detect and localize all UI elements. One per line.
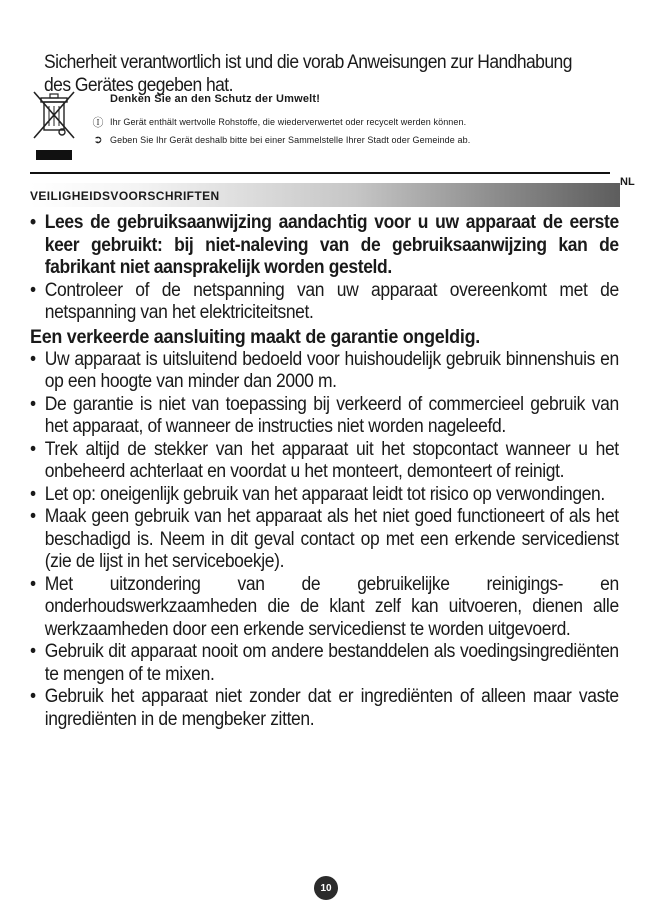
bullet: • <box>30 393 36 415</box>
bullet: • <box>30 438 36 460</box>
safety-instructions <box>30 212 619 731</box>
bullet: • <box>30 573 36 595</box>
list-item-text: Gebruik dit apparaat nooit om andere bestanddelen als voedingsingrediënten te mengen of te mixen. <box>44 641 619 685</box>
list-item-text: Trek altijd de stekker van het apparaat uit het stopcontact wanneer u het onbeheerd achterlaat en voordat u het monteert, demonteert of reinigt. <box>44 438 619 482</box>
list-item <box>30 439 619 484</box>
environment-line-2-text: Geben Sie Ihr Gerät deshalb bitte bei einer Sammelstelle Ihrer Stadt oder Gemeinde ab. <box>110 134 471 145</box>
list-item-text: De garantie is niet van toepassing bij verkeerd of commercieel gebruik van het apparaat, of wanneer de instructies niet worden nageleefd. <box>44 393 619 437</box>
environment-line-1 <box>92 114 466 130</box>
divider <box>30 172 610 174</box>
list-item-text: Uw apparaat is uitsluitend bedoeld voor huishoudelijk gebruik binnenshuis en op een hoogte van minder dan 2000 m. <box>44 348 619 392</box>
environment-title: Denken Sie an den Schutz der Umwelt! <box>110 93 321 105</box>
warranty-warning: Een verkeerde aansluiting maakt de garantie ongeldig. <box>30 325 480 348</box>
page-number: 10 <box>314 876 338 900</box>
list-item <box>30 506 619 574</box>
list-item-text: Let op: oneigenlijk gebruik van het apparaat leidt tot risico op verwondingen. <box>44 483 605 505</box>
list-item <box>30 484 619 507</box>
list-item <box>30 686 619 731</box>
list-item <box>30 280 619 325</box>
intro-text: Sicherheit verantwortlich ist und die vorab Anweisungen zur Handhabung des Gerätes gegeben hat. <box>44 52 572 96</box>
environment-line-1-text: Ihr Gerät enthält wertvolle Rohstoffe, die wiederverwertet oder recycelt werden können. <box>110 117 467 127</box>
bullet: • <box>30 506 36 527</box>
list-item-text: Met uitzondering van de gebruikelijke reinigings- en onderhoudswerkzaamheden die de klant zelf kan uitvoeren, dienen alle werkzaamheden door een erkende servicedienst te worden uitgevoerd. <box>44 573 619 640</box>
crossed-out-wheelie-bin-icon <box>30 88 78 162</box>
list-item-text: Controleer of de netspanning van uw apparaat overeenkomt met de netspanning van het elektriciteitsnet. <box>44 279 619 323</box>
list-item <box>30 641 619 686</box>
bullet: • <box>30 483 36 505</box>
info-icon: Ⓘ <box>92 117 104 129</box>
list-item-text: Maak geen gebruik van het apparaat als het niet goed functioneert of als het beschadigd is. Neem in dit geval contact op met een erkende servicedienst (zie de lijst in het serviceboekje). <box>44 506 619 572</box>
list-item <box>30 349 619 394</box>
section-title: VEILIGHEIDSVOORSCHRIFTEN <box>30 189 220 203</box>
list-item <box>30 212 619 280</box>
bullet: • <box>30 686 36 707</box>
list-item <box>30 574 619 642</box>
arrow-icon: ➲ <box>93 134 103 146</box>
bullet: • <box>30 348 36 370</box>
bullet: • <box>30 641 36 662</box>
bullet: • <box>30 279 36 301</box>
bullet: • <box>30 212 36 233</box>
list-item <box>30 394 619 439</box>
environment-line-2 <box>92 133 470 146</box>
list-item-text: Gebruik het apparaat niet zonder dat er ingrediënten of alleen maar vaste ingrediënten in de mengbeker zitten. <box>44 686 619 730</box>
language-tag: NL <box>620 176 635 188</box>
list-item-text: Lees de gebruiksaanwijzing aandachtig voor u uw apparaat de eerste keer gebruikt: bij niet-naleving van de gebruiksaanwijzing kan de fabrikant niet aansprakelijk worden gesteld. <box>44 212 619 278</box>
